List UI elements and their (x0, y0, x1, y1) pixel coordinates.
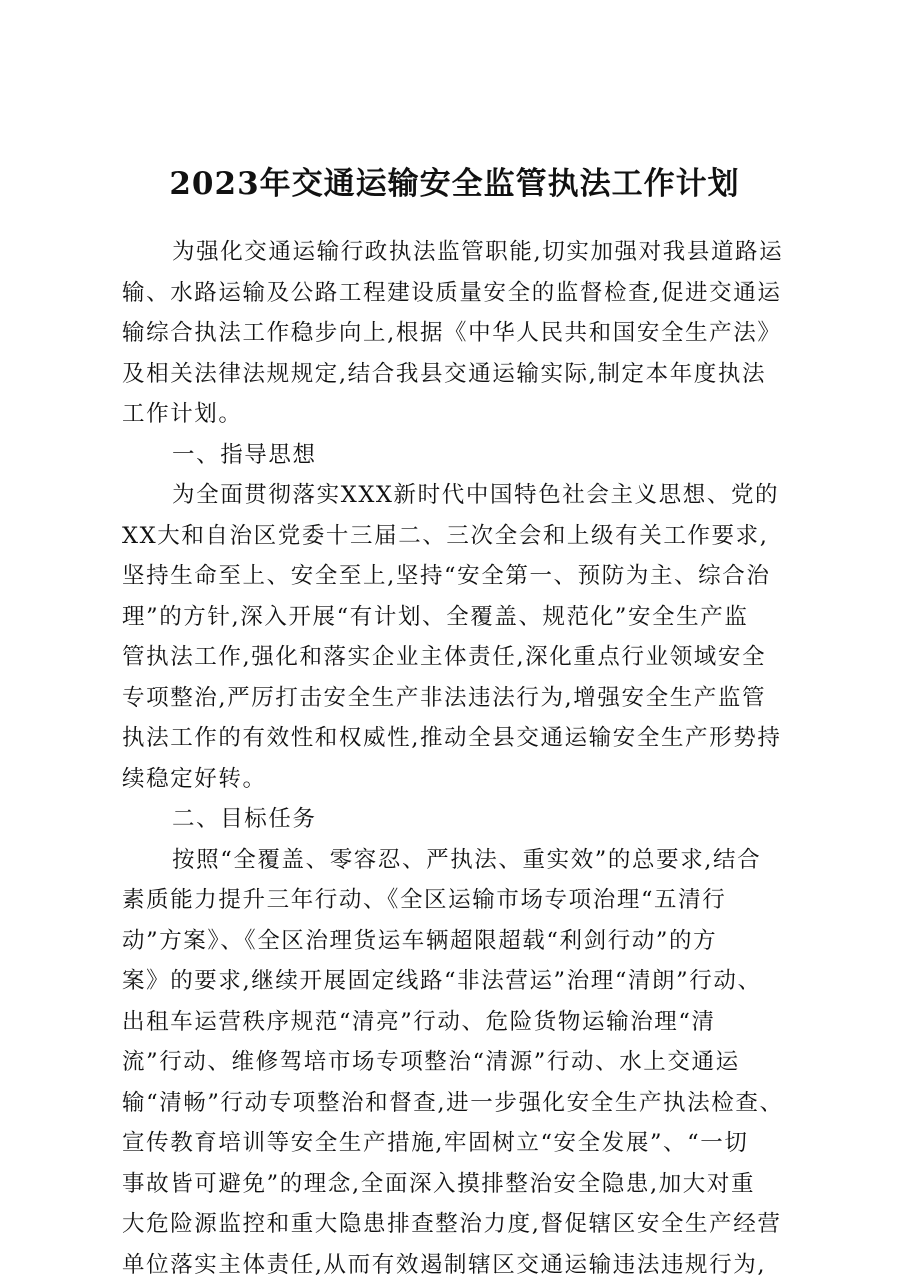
text-line: 按照“全覆盖、零容忍、严执法、重实效”的总要求,结合 (172, 846, 762, 873)
text-line: 宣传教育培训等安全生产措施,牢固树立“安全发展”、“一切 (122, 1130, 749, 1156)
text-line: 单位落实主体责任,从而有效遏制辖区交通运输违法违规行为, (122, 1251, 767, 1278)
text-line: 素质能力提升三年行动、《全区运输市场专项治理“五清行 (122, 887, 727, 913)
document-title: 2023年交通运输安全监管执法工作计划 (169, 166, 740, 202)
goals-tasks-paragraph (122, 840, 794, 1286)
section-heading-goals-tasks (122, 799, 794, 840)
text-line: 出租车运营秩序规范“清亮”行动、危险货物运输治理“清 (122, 1008, 716, 1035)
section-heading-text: 二、目标任务 (172, 806, 317, 832)
text-line: 事故皆可避免”的理念,全面深入摸排整治安全隐患,加大对重 (122, 1170, 756, 1197)
text-line: 动”方案》、《全区治理货运车辆超限超载“利剑行动”的方 (122, 927, 718, 954)
text-line: 执法工作的有效性和权威性,推动全县交通运输安全生产形势持 (122, 725, 782, 751)
text-line: 及相关法律法规规定,结合我县交通运输实际,制定本年度执法 (122, 360, 767, 387)
text-line: 工作计划。 (122, 401, 243, 427)
text-line: 输“清畅”行动专项整治和督查,进一步强化安全生产执法检查、 (122, 1089, 784, 1116)
text-line: 输综合执法工作稳步向上,根据《中华人民共和国安全生产法》 (122, 320, 782, 346)
text-line: 管执法工作,强化和落实企业主体责任,深化重点行业领域安全 (122, 644, 767, 670)
document-body (122, 232, 794, 1285)
intro-paragraph (122, 232, 794, 435)
text-line: 案》的要求,继续开展固定线路“非法营运”治理“清朗”行动、 (122, 968, 762, 994)
section-heading-text: 一、指导思想 (172, 441, 317, 468)
text-line: 坚持生命至上、安全至上,坚持“安全第一、预防为主、综合治 (122, 563, 771, 589)
text-line: 理”的方针,深入开展“有计划、全覆盖、规范化”安全生产监 (122, 603, 749, 630)
text-line: 为强化交通运输行政执法监管职能,切实加强对我县道路运 (172, 239, 784, 265)
guiding-ideology-paragraph (122, 475, 794, 799)
text-line: 流”行动、维修驾培市场专项整治“清源”行动、水上交通运 (122, 1049, 740, 1075)
section-heading-guiding-ideology (122, 435, 794, 476)
text-line: 大危险源监控和重大隐患排查整治力度,督促辖区安全生产经营 (122, 1211, 782, 1237)
text-line: 续稳定好转。 (122, 765, 267, 792)
text-line: 专项整治,严厉打击安全生产非法违法行为,增强安全生产监管 (122, 684, 767, 711)
text-line: 输、水路运输及公路工程建设质量安全的监督检查,促进交通运 (122, 279, 782, 306)
text-line: XX大和自治区党委十三届二、三次全会和上级有关工作要求, (122, 522, 769, 549)
text-line: 为全面贯彻落实XXX新时代中国特色社会主义思想、党的 (172, 482, 780, 508)
